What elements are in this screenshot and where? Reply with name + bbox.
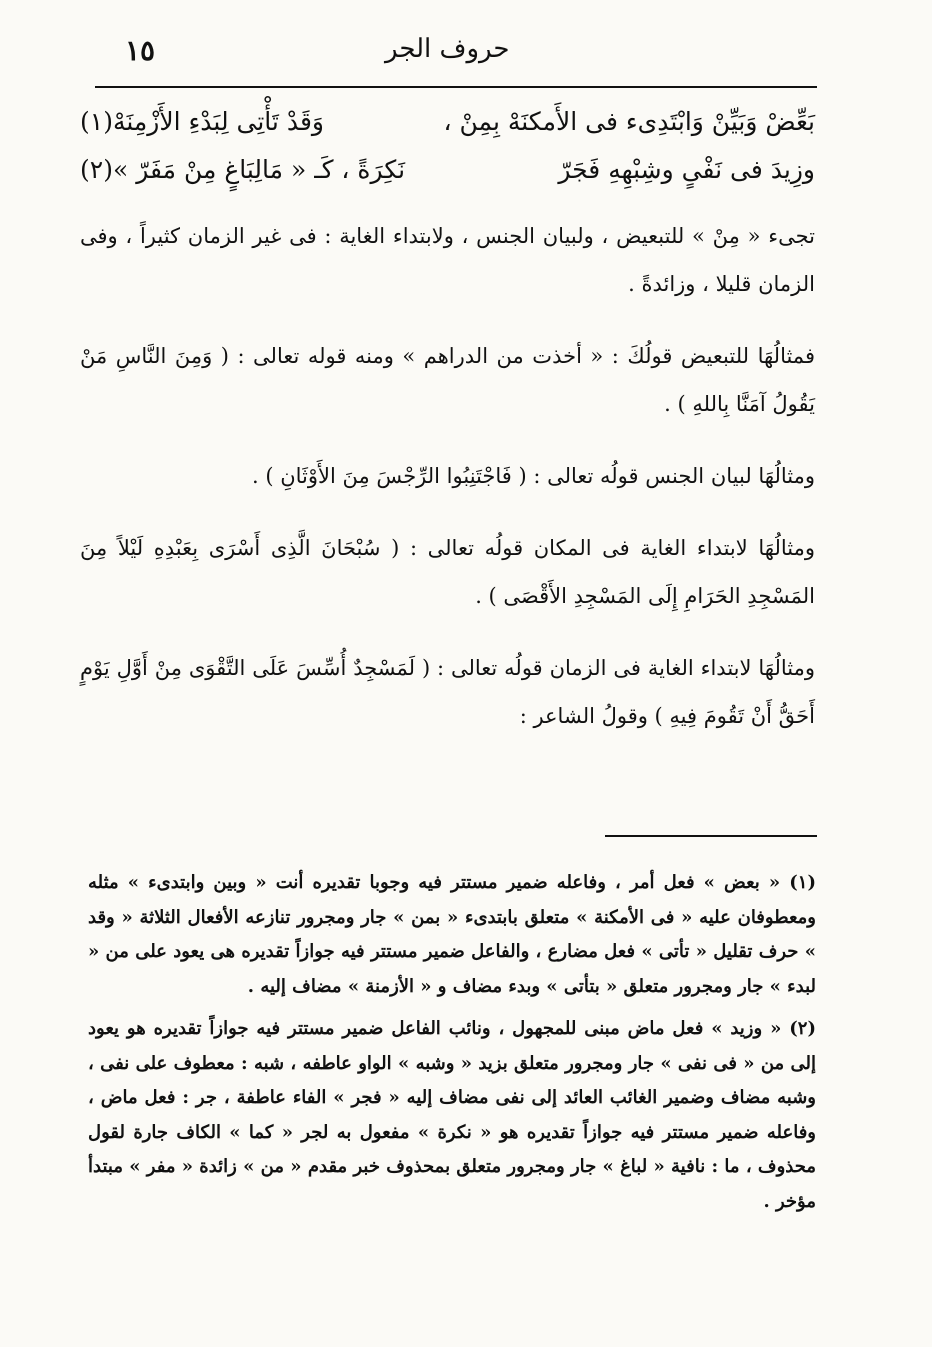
header-divider	[95, 86, 817, 88]
footnote-text: « بعض » فعل أمر ، وفاعله ضمير مستتر فيه وجوبا تقديره أنت « وبين وابتدىء » مثله ومعطوفان عليه « فى الأمكنة » متعلق بابتدىء « بمن » جار ومجرور تنازعه الأفعال الثلاثة « وقد » حرف تقليل « تأتى » فعل مضارع ، والفاعل ضمير مستتر فيه جوازاً تقديره هى يعود على من « لبدء » جار ومجرور متعلق « بتأتى » وبدء مضاف و « الأزمنة » مضاف إليه .	[88, 872, 816, 997]
paragraph-jins-example: ومثالُهَا لبيان الجنس قولُه تعالى : ( فَاجْتَنِبُوا الرِّجْسَ مِنَ الأَوْثَانِ ) .	[252, 464, 815, 488]
footnote-number: (١)	[789, 872, 816, 893]
footnote-divider	[605, 835, 817, 837]
footnote	[88, 866, 816, 1004]
paragraph-time-example: ومثالُهَا لابتداء الغاية فى الزمان قولُه تعالى : ( لَمَسْجِدٌ أُسِّسَ عَلَى التَّقْوَى مِنْ أَوَّلِ يَوْمٍ أَحَقُّ أَنْ تَقُومَ فِيهِ ) وقولُ الشاعر :	[80, 656, 815, 728]
running-title: حروف الجر	[385, 34, 510, 64]
verse-block	[80, 98, 815, 194]
paragraph-intro: تجىء « مِنْ » للتبعيض ، ولبيان الجنس ، ولابتداء الغاية : فى غير الزمان كثيراً ، وفى الزمان قليلا ، وزائدةً .	[80, 224, 815, 296]
main-text	[80, 98, 815, 740]
verse-second-hemistich: نَكِرَةً ، كَـ « مَالِبَاغٍ مِنْ مَفَرّ »(٢)	[80, 155, 406, 184]
verse-first-hemistich: وزِيدَ فى نَفْىٍ وشِبْهِهِ فَجَرّ	[558, 155, 815, 184]
verse-line	[80, 98, 815, 146]
paragraph-place-example: ومثالُهَا لابتداء الغاية فى المكان قولُه تعالى : ( سُبْحَانَ الَّذِى أَسْرَى بِعَبْدِهِ لَيْلاً مِنَ المَسْجِدِ الحَرَامِ إِلَى المَسْجِدِ الأَقْصَى ) .	[80, 536, 815, 608]
verse-line	[80, 146, 815, 194]
footnote-number: (٢)	[789, 1018, 816, 1039]
verse-first-hemistich: بَعِّضْ وَبَيِّنْ وَابْتَدِىء فى الأَمكنَهْ بِمِنْ ،	[443, 107, 815, 136]
footnote-text: « وزيد » فعل ماض مبنى للمجهول ، ونائب الفاعل ضمير مستتر فيه جوازاً تقديره هو يعود إلى من « فى نفى » جار ومجرور متعلق بزيد « وشبه » الواو عاطفه ، شبه : معطوف على نفى ، وشبه مضاف وضمير الغائب العائد إلى نفى مضاف إليه « فجر » الفاء عاطفة ، جر : فعل ماض ، وفاعله ضمير مستتر فيه جوازاً تقديره هو « نكرة » مفعول به لجر « كما » الكاف جارة لقول محذوف ، ما : نافية « لباغ » جار ومجرور متعلق بمحذوف خبر مقدم « من » زائدة « مفر » مبتدأ مؤخر .	[88, 1018, 816, 1212]
footnotes	[88, 866, 816, 1219]
verse-second-hemistich: وَقَدْ تَأْتِى لِبَدْءِ الأَزْمِنَهْ(١)	[80, 107, 324, 136]
page-number: ١٥	[125, 34, 156, 67]
page-header	[95, 30, 815, 80]
footnote	[88, 1012, 816, 1219]
paragraph-tabeed-example: فمثالُهَا للتبعيض قولُكَ : « أخذت من الدراهم » ومنه قوله تعالى : ( وَمِنَ النَّاسِ مَنْ يَقُولُ آمَنَّا بِاللهِ ) .	[80, 344, 815, 416]
